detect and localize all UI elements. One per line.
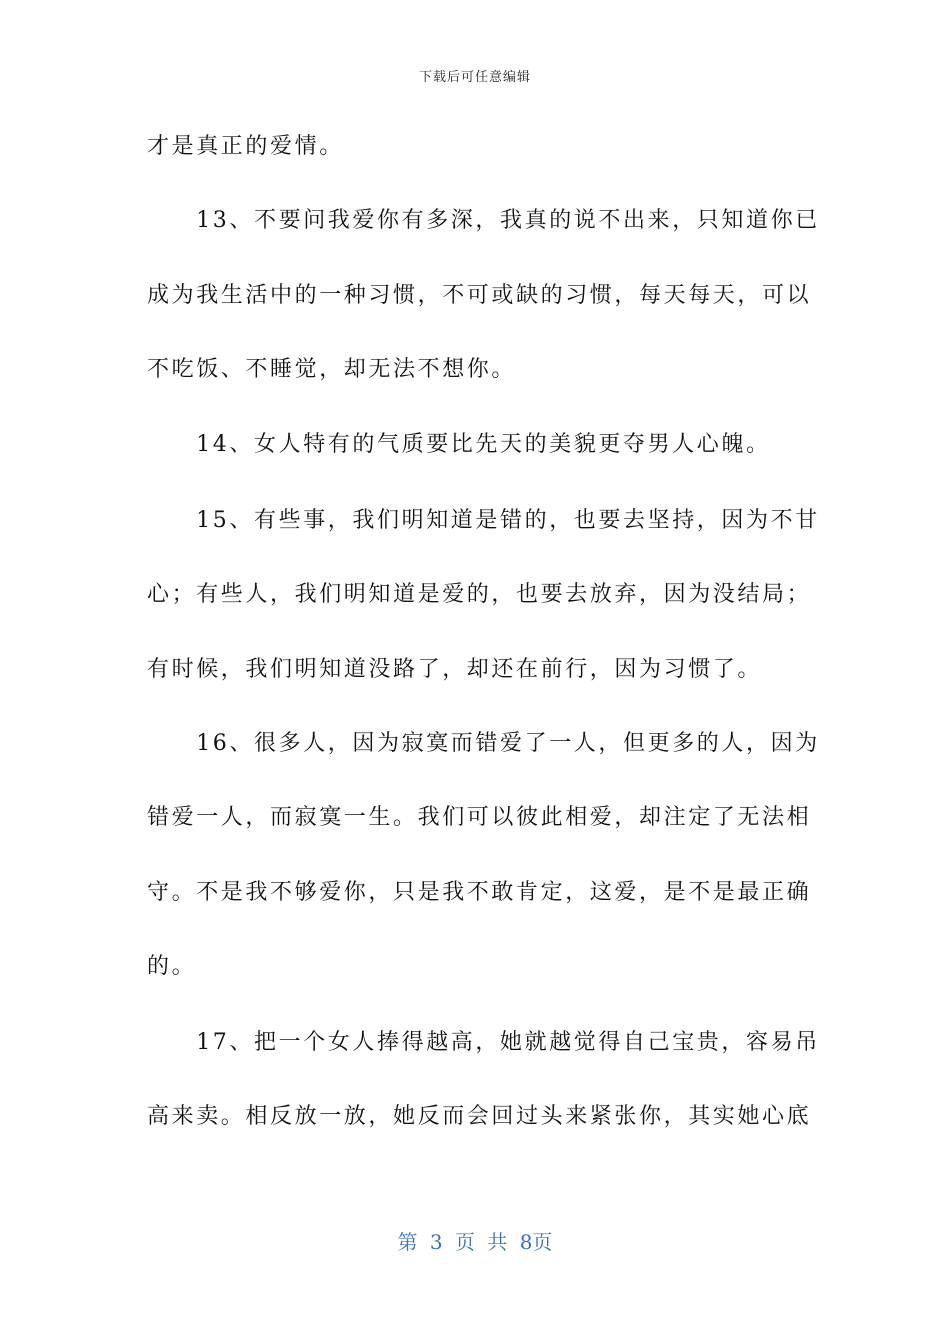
text-line: 17、把一个女人捧得越高，她就越觉得自己宝贵，容易吊 xyxy=(147,1030,820,1055)
text-line: 的。 xyxy=(147,954,197,979)
text-line: 13、不要问我爱你有多深，我真的说不出来，只知道你已 xyxy=(147,208,820,233)
text-line: 16、很多人，因为寂寞而错爱了一人，但更多的人，因为 xyxy=(147,731,820,756)
text-line: 14、女人特有的气质要比先天的美貌更夺男人心魄。 xyxy=(147,432,771,457)
text-line: 有时候，我们明知道没路了，却还在前行，因为习惯了。 xyxy=(147,657,763,682)
text-line: 高来卖。相反放一放，她反而会回过头来紧张你，其实她心底 xyxy=(147,1104,812,1129)
page-header: 下载后可任意编辑 xyxy=(418,70,531,85)
text-line: 成为我生活中的一种习惯，不可或缺的习惯，每天每天，可以 xyxy=(147,283,812,308)
text-line: 才是真正的爱情。 xyxy=(147,134,344,159)
text-line: 心；有些人，我们明知道是爱的，也要去放弃，因为没结局； xyxy=(147,582,812,607)
text-line: 不吃饭、不睡觉，却无法不想你。 xyxy=(147,357,517,382)
page-number: 第 3 页 共 8页 xyxy=(397,1230,553,1254)
text-line: 错爱一人，而寂寞一生。我们可以彼此相爱，却注定了无法相 xyxy=(147,805,812,830)
text-line: 15、有些事，我们明知道是错的，也要去坚持，因为不甘 xyxy=(147,508,820,533)
text-line: 守。不是我不够爱你，只是我不敢肯定，这爱，是不是最正确 xyxy=(147,880,812,905)
